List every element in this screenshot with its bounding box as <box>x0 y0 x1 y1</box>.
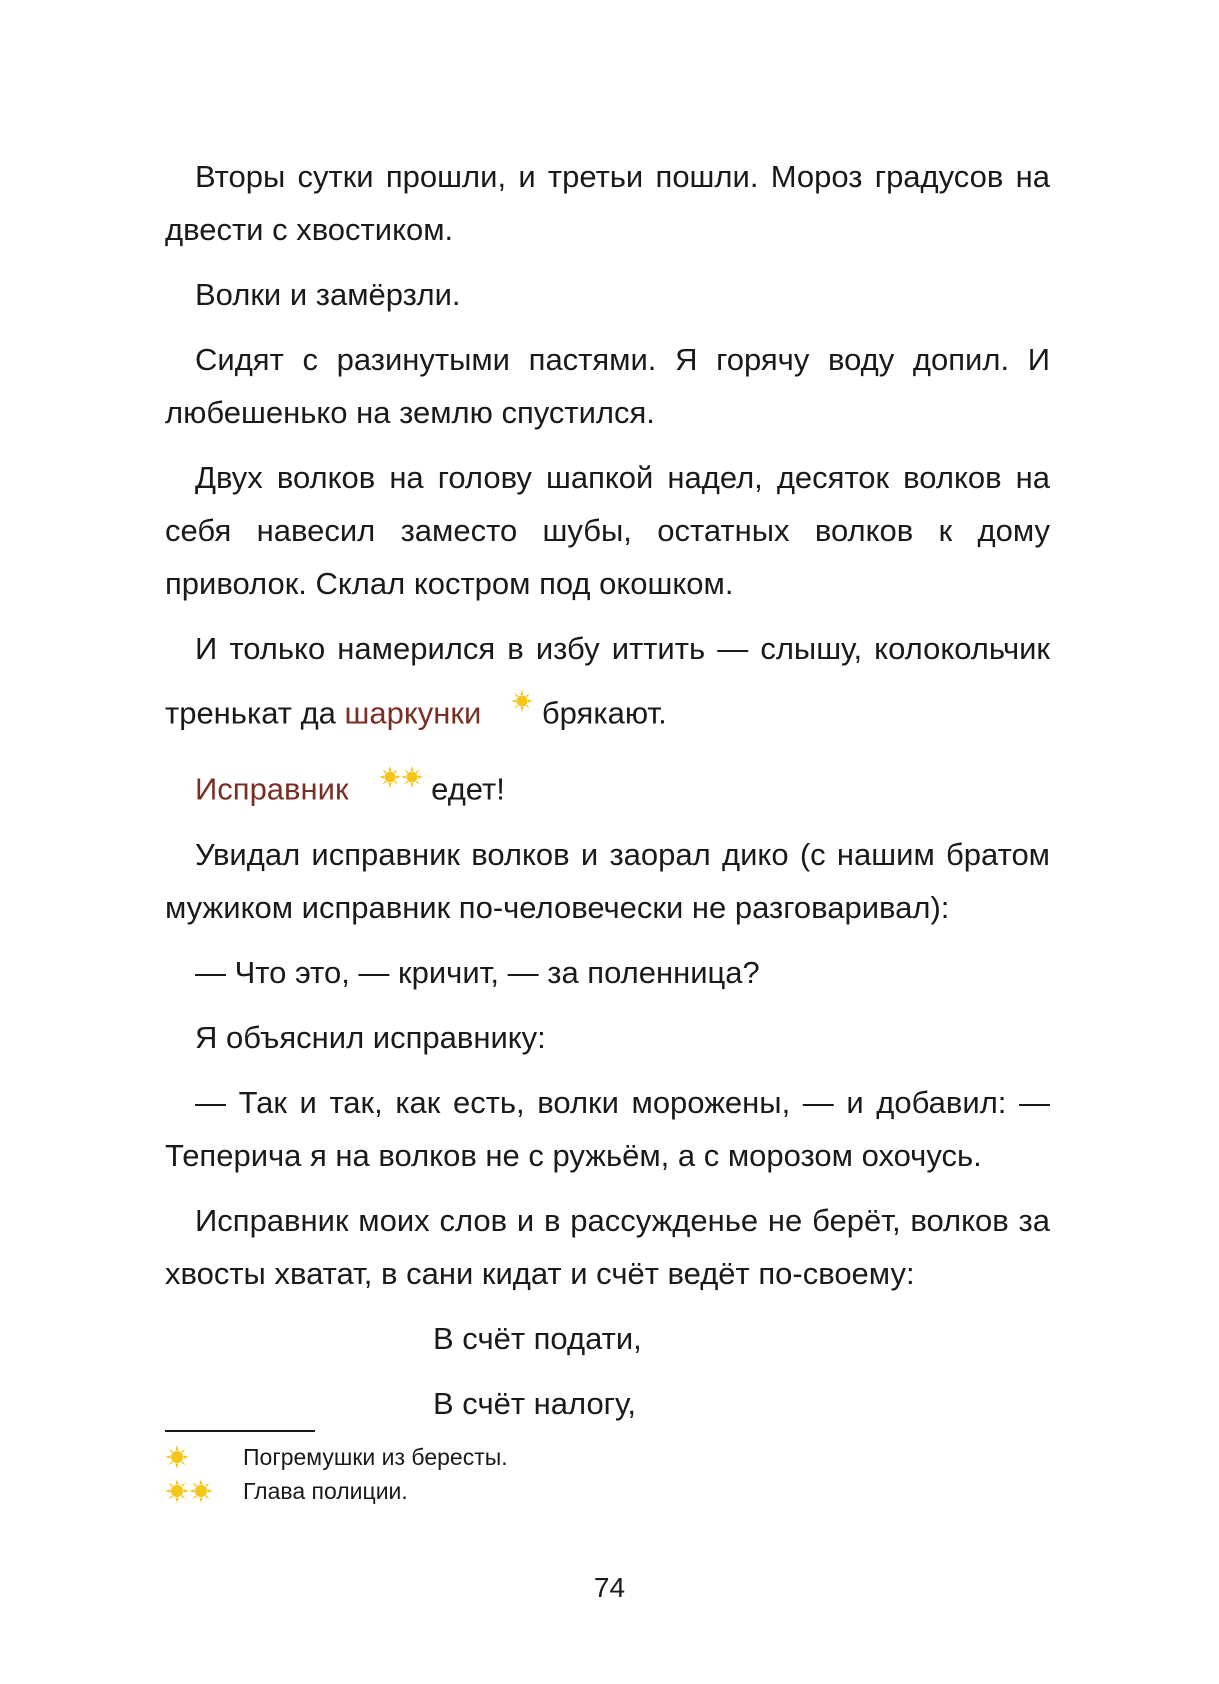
paragraph: Волки и замёрзли. <box>195 277 461 312</box>
footnote-1 <box>165 1440 1050 1474</box>
footnote-divider <box>165 1430 315 1432</box>
paragraph: Исправник моих слов и в рассужденье не берёт, волков за хвосты хватат, в сани кидат и счёт ведёт по-своему: <box>165 1202 1050 1291</box>
paragraph <box>165 622 1050 739</box>
verse-line: В счёт подати, <box>433 1320 642 1356</box>
footnote-2 <box>165 1474 1050 1508</box>
paragraph: Я объяснил исправнику: <box>195 1019 546 1055</box>
paragraph: Сидят с разинутыми пастями. Я горячу воду допил. И любешенько на землю спустился. <box>165 342 1050 430</box>
paragraph: Двух волков на голову шапкой надел, десяток волков на себя навесил заместо шубы, остатных волков к дому приволок. Склал костром под окошком. <box>165 460 1050 601</box>
sun-icon <box>481 675 533 728</box>
paragraph: — Так и так, как есть, волки морожены, — и добавил: — Теперича я на волков не с ружьём, а с морозом охочусь. <box>165 1084 1050 1173</box>
page-number: 74 <box>593 1572 626 1603</box>
footnote-link-ispravnik[interactable]: Исправник <box>195 771 349 807</box>
paragraph: Увидал исправник волков и заорал дико (с нашим братом мужиком исправник по-человечески не разговаривал): <box>165 836 1050 925</box>
page-body <box>165 150 1050 1442</box>
footnote-text: Погремушки из бересты. <box>243 1444 508 1470</box>
sun-icon <box>165 1479 243 1503</box>
paragraph-text: брякают. <box>533 695 667 731</box>
paragraph-text: едет! <box>422 771 505 807</box>
paragraph: Вторы сутки прошли, и третьи пошли. Мороз градусов на двести с хвостиком. <box>165 159 1050 247</box>
footnote-link-sharkunki[interactable]: шаркунки <box>344 695 482 731</box>
verse-block <box>165 1312 1050 1430</box>
sun-icon <box>349 751 423 804</box>
paragraph <box>165 751 1050 815</box>
footnotes <box>165 1440 1050 1508</box>
verse-line: В счёт налогу, <box>433 1385 636 1421</box>
sun-icon <box>165 1445 243 1469</box>
footnote-text: Глава полиции. <box>243 1478 408 1504</box>
paragraph: — Что это, — кричит, — за поленница? <box>195 954 760 990</box>
paragraph-text: И только намерился в избу иттить — слышу, колокольчик тренькат да <box>165 631 1050 731</box>
